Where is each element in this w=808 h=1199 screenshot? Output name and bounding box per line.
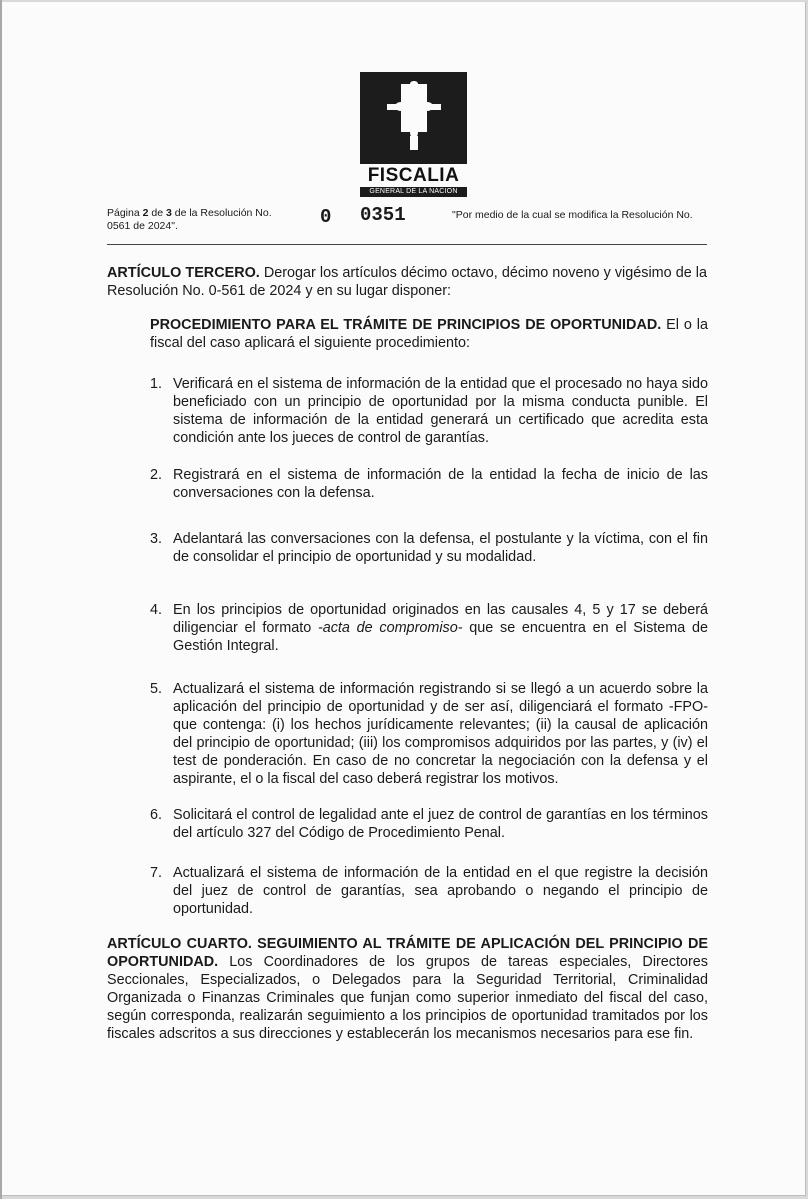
list-item-text: Actualizará el sistema de información registrando si se llegó a un acuerdo sobre la aplicación del principio de oportunidad y de ser así, diligenciará el formato -FPO- que contenga: (i) los hechos jurídicamente relevantes; (ii) la causal de aplicación del principio de oportunidad; (iii) los compromisos adquiridos por las partes, y (iv) el test de ponderación. En caso de no concretar la negociación con la defensa y el aspirante, el o la fiscal del caso deberá registrar los motivos. bbox=[173, 681, 708, 787]
page-total: 3 bbox=[165, 207, 172, 219]
list-item-text: Actualizará el sistema de información de la entidad en el que registre la decisión del juez de control de garantías, sea aprobando o negando el principio de oportunidad. bbox=[173, 865, 708, 917]
logo-subtitle: GENERAL DE LA NACION bbox=[360, 187, 467, 197]
page-current: 2 bbox=[142, 207, 149, 219]
article-three-heading: ARTÍCULO TERCERO. bbox=[107, 265, 260, 281]
procedure-heading: PROCEDIMIENTO PARA EL TRÁMITE DE PRINCIPIOS DE OPORTUNIDAD. bbox=[150, 317, 662, 333]
list-item-text: Solicitará el control de legalidad ante el juez de control de garantías en los términos del artículo 327 del Código de Procedimiento Penal. bbox=[173, 807, 708, 841]
page-reference bbox=[107, 207, 307, 233]
article-four-text: Los Coordinadores de los grupos de tareas especiales, Directores Seccionales, Especializados, o Delegados para la Seguridad Territorial, Criminalidad Organizada o Finanzas Criminales que funjan como superior inmediato del fiscal del caso, según corresponda, realizarán seguimiento a los principios de oportunidad tramitados por los fiscales adscritos a sus direcciones y establecerán los mecanismos necesarios para ese fin. bbox=[107, 954, 708, 1042]
list-item-number: 5. bbox=[150, 681, 163, 697]
fiscalia-logo bbox=[360, 72, 467, 164]
resolution-prefix: 0 bbox=[320, 206, 332, 228]
page-prefix: Página bbox=[107, 207, 143, 219]
list-item-number: 4. bbox=[150, 602, 163, 618]
list-item-number: 1. bbox=[150, 376, 163, 392]
article-three-text: Derogar los artículos décimo octavo, décimo noveno y vigésimo de la Resolución No. 0-561 de 2024 y en su lugar disponer: bbox=[107, 265, 707, 299]
list-item-number: 7. bbox=[150, 865, 163, 881]
list-item-text-italic: -acta de compromiso- bbox=[317, 620, 463, 636]
article-four-heading: ARTÍCULO CUARTO. SEGUIMIENTO AL TRÁMITE DE APLICACIÓN DEL PRINCIPIO DE OPORTUNIDAD. bbox=[107, 936, 708, 970]
logo-wordmark: FISCALIA bbox=[367, 165, 460, 186]
resolution-subject: "Por medio de la cual se modifica la Resolución No. bbox=[452, 209, 693, 221]
list-item-text-before: En los principios de oportunidad originados en las causales 4, 5 y 17 se deberá diligenciar el formato bbox=[173, 602, 708, 636]
list-item-number: 3. bbox=[150, 531, 163, 547]
list-item-text: Verificará en el sistema de información de la entidad que el procesado no haya sido beneficiado con un principio de oportunidad por la misma conducta punible. El sistema de información de la entidad generará un certificado que acredita esta condición ante los jueces de control de garantías. bbox=[173, 376, 708, 446]
list-item-text-after: que se encuentra en el Sistema de Gestión Integral. bbox=[173, 620, 708, 654]
list-item-text: Adelantará las conversaciones con la defensa, el postulante y la víctima, con el fin de consolidar el principio de oportunidad y su modalidad. bbox=[173, 531, 708, 565]
header-divider bbox=[107, 244, 707, 245]
resolution-number: 0351 bbox=[360, 204, 406, 226]
article-four bbox=[107, 935, 708, 1043]
puzzle-piece-icon bbox=[383, 80, 445, 156]
list-item-text: Registrará en el sistema de información de la entidad la fecha de inicio de las conversaciones con la defensa. bbox=[173, 467, 708, 501]
page-mid: de bbox=[148, 207, 166, 219]
procedure-text: El o la fiscal del caso aplicará el siguiente procedimiento: bbox=[150, 317, 708, 351]
page-suffix: de la Resolución No. bbox=[171, 207, 272, 219]
procedure-intro bbox=[150, 316, 708, 352]
list-item-text bbox=[173, 601, 708, 655]
list-item-number: 2. bbox=[150, 467, 163, 483]
list-item-number: 6. bbox=[150, 807, 163, 823]
article-three bbox=[107, 264, 707, 300]
page-line2: 0561 de 2024". bbox=[107, 220, 178, 232]
